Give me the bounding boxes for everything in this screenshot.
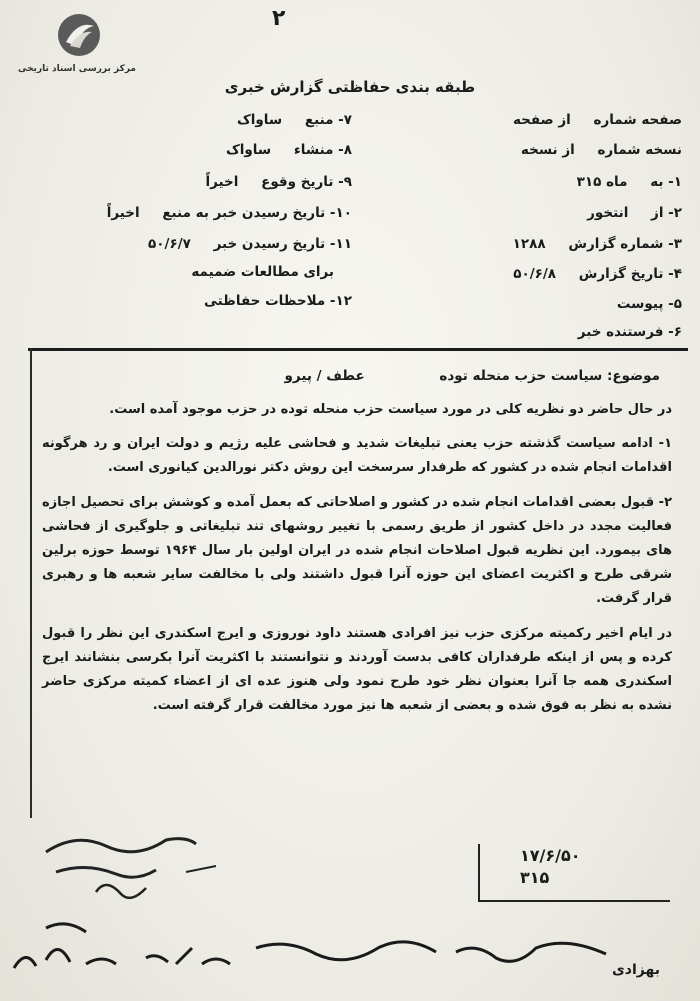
field-report-number xyxy=(513,236,682,252)
field-extra-note xyxy=(191,264,352,280)
field-value: برای مطالعات ضمیمه xyxy=(191,264,334,280)
field-value: ساواک xyxy=(236,112,283,128)
field-to xyxy=(577,174,682,190)
field-value: ۵۰/۶/۸ xyxy=(513,266,557,282)
body-paragraph: ۱- ادامه سیاست گذشته حزب یعنی تبلیغات شدید و فحاشی علیه رژیم و دولت ایران و رد هرگونه اقدامات انجام شده در کشور که طرفدار سرسخت این روش دکتر نورالدین کیانوری است. xyxy=(42,436,672,476)
field-value: ماه ۳۱۵ xyxy=(576,174,628,190)
field-label: ۷- منبع xyxy=(304,112,352,128)
body-paragraph: ۲- قبول بعضی اقدامات انجام شده در کشور و اصلاحاتی که بعمل آمده و کوشش برای تحصیل اجازه فعالیت مجدد در داخل کشور از طریق رسمی با تغییر روشهای تند تبلیغاتی و جلوگیری از فحاشی های بیمورد. این نظریه قبول اصلاحات انجام شده در ایران اولین بار سال ۱۹۶۴ توسط حوزه برلین شرقی طرح و اکثریت اعضای این حوزه آنرا قبول داشتند ولی با مخالفت سایر شعبه ها و رهبری قرار گرفت. xyxy=(42,494,672,607)
subject-label: موضوع: سیاست حزب منحله توده xyxy=(439,368,660,384)
field-value: ساواک xyxy=(225,142,272,158)
stamp-number: ۳۱۵ xyxy=(520,868,550,887)
field-label: ۸- منشاء xyxy=(293,142,352,158)
field-label: ۱- به xyxy=(650,174,682,190)
field-report-date xyxy=(513,266,682,282)
field-page-number xyxy=(513,112,682,128)
field-label: ۶- فرستنده خبر xyxy=(577,324,682,340)
field-security-remarks xyxy=(186,293,352,309)
document-title: طبقه بندی حفاظتی گزارش خبری xyxy=(224,78,476,96)
body-paragraph: در ایام اخیر رکمیته مرکزی حزب نیز افرادی هستند داود نوروزی و ایرج اسکندری این نظر را قبول کرده و پس از اینکه طرفداران کافی بدست آوردند و نتوانستند با اکثریت آنرا بکرسی بنشانند ایرج اسکندری همه جا آنرا بعنوان نظر خود طرح نمود ولی هنوز عده ای از اعضاء کمیته مرکزی حاضر نشده به نظر به فوق شده و بعضی از شعبه ها نیز مورد مخالفت قرار گرفته است. xyxy=(42,625,672,714)
field-label: ۱۰- تاریخ رسیدن خبر به منبع xyxy=(162,205,352,221)
field-event-date xyxy=(206,174,353,190)
field-value: ۱۲۸۸ xyxy=(512,236,546,252)
field-label: ۱۱- تاریخ رسیدن خبر xyxy=(213,236,352,252)
margin-line xyxy=(30,348,32,818)
field-value: اخیراً xyxy=(106,205,140,221)
field-label: صفحه شماره xyxy=(593,112,682,128)
signature-scribble xyxy=(36,822,236,912)
archive-logo-text: مرکز بررسی اسناد تاریخی xyxy=(17,64,137,74)
archive-logo-icon xyxy=(56,12,102,58)
field-news-to-source-date xyxy=(107,205,352,221)
field-from xyxy=(587,205,682,221)
footer-name: بهزادی xyxy=(611,962,660,978)
field-sender xyxy=(560,324,682,340)
field-value: از نسخه xyxy=(520,142,575,158)
field-value: از صفحه xyxy=(513,112,571,128)
report-body xyxy=(42,398,672,728)
field-value: انتخور xyxy=(587,205,629,221)
field-label: ۹- تاریخ وقوع xyxy=(261,174,352,190)
body-paragraph: در حال حاضر دو نظریه کلی در مورد سیاست حزب منحله توده در حزب موجود آمده است. xyxy=(109,402,672,417)
field-value: ۵۰/۶/۷ xyxy=(148,236,191,252)
subject-line xyxy=(285,368,660,384)
field-source xyxy=(237,112,352,128)
stamp-date: ۱۷/۶/۵۰ xyxy=(520,846,581,865)
field-label: نسخه شماره xyxy=(597,142,682,158)
field-copy-number xyxy=(521,142,682,158)
field-news-received-date xyxy=(148,236,352,252)
field-origin xyxy=(226,142,352,158)
field-label: ۱۲- ملاحظات حفاظتی xyxy=(203,293,352,309)
subject-reference: عطف / پیرو xyxy=(284,368,365,384)
page-mark: ۲ xyxy=(272,6,286,31)
field-label: ۴- تاریخ گزارش xyxy=(578,266,682,282)
handwritten-note xyxy=(6,918,636,978)
field-label: ۳- شماره گزارش xyxy=(568,236,682,252)
field-label: ۵- پیوست xyxy=(616,296,682,312)
header-divider xyxy=(28,348,688,351)
field-value: اخیراً xyxy=(205,174,239,190)
field-attachment xyxy=(599,296,682,312)
archive-logo xyxy=(12,12,137,82)
field-label: ۲- از xyxy=(651,205,682,221)
